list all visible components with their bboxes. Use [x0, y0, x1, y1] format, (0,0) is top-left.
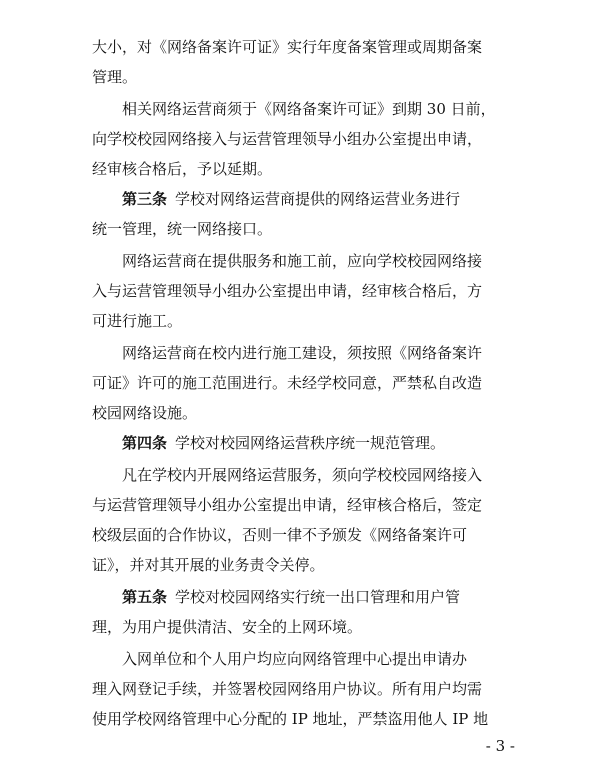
text-line: 可证》许可的施工范围进行。未经学校同意，严禁私自改造: [92, 374, 483, 392]
article-line: [122, 582, 512, 612]
text-line: 校级层面的合作协议，否则一律不予颁发《网络备案许可: [92, 526, 468, 544]
text-line: 经审核合格后，予以延期。: [92, 160, 273, 178]
text-line: 使用学校网络管理中心分配的 IP 地址，严禁盗用他人 IP 地: [92, 710, 489, 728]
text-line: 大小，对《网络备案许可证》实行年度备案管理或周期备案: [92, 38, 483, 56]
article-text: 学校对校园网络运营秩序统一规范管理。: [175, 434, 446, 452]
article-line: [122, 428, 512, 458]
text-line: 网络运营商在校内进行施工建设，须按照《网络备案许: [122, 344, 483, 362]
text-line: 相关网络运营商须于《网络备案许可证》到期 30 日前，: [122, 100, 496, 118]
text-line: 与运营管理领导小组办公室提出申请，经审核合格后，签定: [92, 496, 483, 514]
text-line: 理，为用户提供清洁、安全的上网环境。: [92, 618, 363, 636]
page-number: - 3 -: [485, 737, 515, 755]
article-label: 第四条: [122, 434, 168, 452]
text-line: 凡在学校内开展网络运营服务，须向学校校园网络接入: [122, 466, 483, 484]
article-label: 第三条: [122, 190, 168, 208]
text-line: 入与运营管理领导小组办公室提出申请，经审核合格后，方: [92, 282, 483, 300]
article-line: [122, 184, 512, 214]
text-line: 管理。: [92, 68, 138, 86]
text-line: 网络运营商在提供服务和施工前，应向学校校园网络接: [122, 252, 483, 270]
article-text: 学校对网络运营商提供的网络运营业务进行: [175, 190, 461, 208]
article-text: 学校对校园网络实行统一出口管理和用户管: [175, 588, 461, 606]
text-line: 入网单位和个人用户均应向网络管理中心提出申请办: [122, 650, 468, 668]
text-line: 可进行施工。: [92, 312, 183, 330]
text-line: 统一管理，统一网络接口。: [92, 220, 273, 238]
text-line: 理入网登记手续，并签署校园网络用户协议。所有用户均需: [92, 680, 483, 698]
text-line: 校园网络设施。: [92, 404, 198, 422]
text-line: 证》，并对其开展的业务责令关停。: [92, 556, 325, 574]
text-line: 向学校校园网络接入与运营管理领导小组办公室提出申请，: [92, 130, 483, 148]
article-label: 第五条: [122, 588, 168, 606]
